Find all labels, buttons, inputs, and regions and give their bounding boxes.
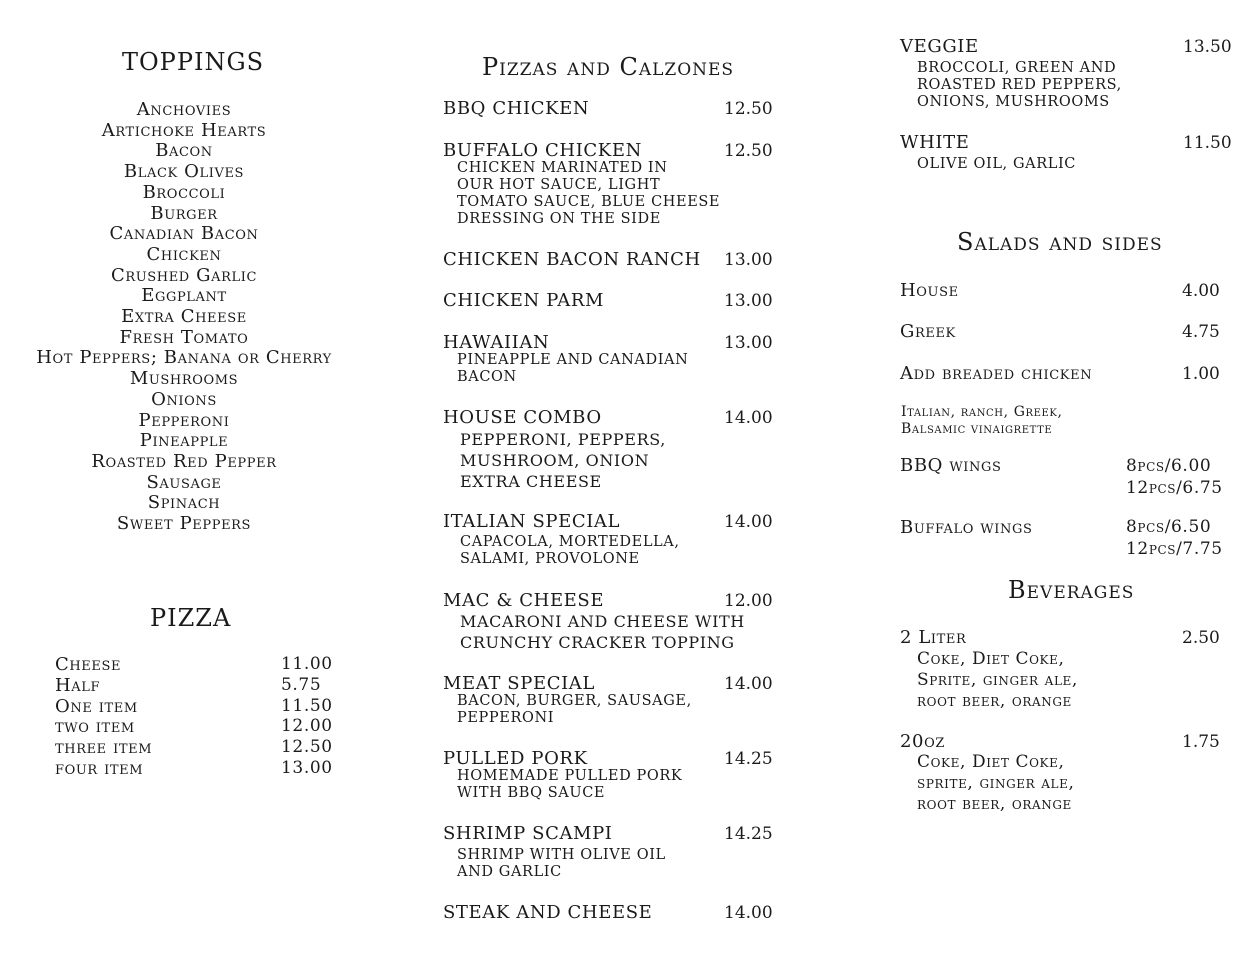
description-line: PINEAPPLE AND CANADIAN bbox=[457, 352, 689, 368]
menu-item-description bbox=[457, 160, 720, 228]
menu-item-name: BUFFALO CHICKEN bbox=[443, 140, 642, 161]
list-item: Black Olives bbox=[123, 161, 245, 183]
list-item: Extra Cheese bbox=[121, 306, 247, 328]
pizza-row bbox=[55, 654, 345, 675]
list-item: Chicken bbox=[146, 243, 222, 265]
description-line: sprite, ginger ale, bbox=[917, 773, 1075, 793]
list-item: Artichoke Hearts bbox=[101, 119, 267, 141]
list-item: Broccoli bbox=[142, 181, 226, 203]
toppings-list bbox=[28, 100, 340, 535]
description-line: BROCCOLI, GREEN AND bbox=[917, 60, 1117, 76]
wing-prices bbox=[1126, 455, 1223, 499]
description-line: MACARONI AND CHEESE WITH bbox=[460, 612, 745, 631]
calzones-heading: Pizzas and Calzones bbox=[482, 53, 735, 81]
menu-item-price: 1.75 bbox=[1182, 732, 1220, 752]
menu-item-price: 13.00 bbox=[724, 291, 773, 311]
description-line: MUSHROOM, ONION bbox=[460, 451, 650, 470]
wing-price: 8pcs/6.00 bbox=[1126, 456, 1212, 476]
description-line: SHRIMP WITH OLIVE OIL bbox=[457, 847, 666, 863]
wing-prices bbox=[1126, 516, 1223, 560]
menu-item-name: MAC & CHEESE bbox=[443, 590, 605, 611]
wing-price: 12pcs/7.75 bbox=[1126, 539, 1223, 559]
list-item: Pepperoni bbox=[138, 409, 230, 431]
description-line: ROASTED RED PEPPERS, bbox=[917, 77, 1122, 93]
menu-item-price: 14.00 bbox=[724, 903, 773, 923]
dressings-list bbox=[901, 404, 1063, 438]
menu-item-name: House bbox=[900, 280, 959, 301]
pizza-row-name: Cheese bbox=[55, 654, 122, 675]
pizza-row-name: two item bbox=[55, 716, 135, 737]
list-item: Anchovies bbox=[136, 99, 232, 120]
description-line: TOMATO SAUCE, BLUE CHEESE bbox=[457, 194, 721, 210]
menu-item-description bbox=[460, 429, 666, 492]
description-line: CAPACOLA, MORTEDELLA, bbox=[460, 534, 680, 550]
menu-item-name: VEGGIE bbox=[900, 36, 979, 57]
description-line: root beer, orange bbox=[917, 691, 1072, 711]
menu-item-name: HOUSE COMBO bbox=[443, 407, 602, 428]
pizza-row bbox=[55, 716, 345, 737]
menu-item-price: 14.00 bbox=[724, 408, 773, 428]
list-item: Fresh Tomato bbox=[119, 326, 249, 348]
list-item: Onions bbox=[151, 388, 217, 410]
menu-item-description bbox=[457, 352, 688, 386]
description-line: CRUNCHY CRACKER TOPPING bbox=[460, 633, 735, 652]
description-line: PEPPERONI, PEPPERS, bbox=[460, 430, 666, 449]
description-line: Sprite, ginger ale, bbox=[917, 670, 1078, 690]
menu-item-price: 12.50 bbox=[724, 99, 773, 119]
description-line: DRESSING ON THE SIDE bbox=[457, 211, 661, 227]
menu-item-name: 2 Liter bbox=[900, 627, 967, 648]
pizza-row-price: 12.00 bbox=[281, 716, 333, 736]
menu-item-name: BBQ wings bbox=[900, 455, 1002, 476]
menu-item-price: 13.00 bbox=[724, 333, 773, 353]
menu-item-price: 4.00 bbox=[1182, 281, 1220, 301]
list-item: Burger bbox=[150, 202, 218, 224]
menu-item-name: MEAT SPECIAL bbox=[443, 673, 595, 694]
menu-item-name: 20oz bbox=[900, 731, 945, 752]
menu-item-description bbox=[917, 649, 1078, 712]
description-line: OLIVE OIL, GARLIC bbox=[917, 156, 1076, 172]
pizza-row-price: 12.50 bbox=[281, 737, 333, 757]
menu-item-price: 14.00 bbox=[724, 512, 773, 532]
pizza-row bbox=[55, 696, 345, 717]
description-line: BACON bbox=[457, 369, 517, 385]
description-line: HOMEMADE PULLED PORK bbox=[457, 768, 683, 784]
description-line: AND GARLIC bbox=[457, 864, 562, 880]
list-item: Pineapple bbox=[139, 430, 229, 452]
description-line: root beer, orange bbox=[917, 794, 1072, 814]
list-item: Mushrooms bbox=[129, 368, 239, 390]
description-line: Balsamic vinaigrette bbox=[901, 421, 1053, 437]
description-line: ONIONS, MUSHROOMS bbox=[917, 94, 1110, 110]
pizza-row bbox=[55, 758, 345, 779]
description-line: PEPPERONI bbox=[457, 710, 555, 726]
menu-item-price: 12.50 bbox=[724, 141, 773, 161]
menu-item-price: 11.50 bbox=[1183, 133, 1232, 153]
menu-item-description bbox=[917, 60, 1122, 111]
menu-item-name: Buffalo wings bbox=[900, 517, 1033, 538]
menu-item-name: HAWAIIAN bbox=[443, 332, 550, 353]
toppings-heading: TOPPINGS bbox=[122, 48, 265, 76]
menu-item-price: 14.25 bbox=[724, 824, 773, 844]
list-item: Sausage bbox=[146, 471, 222, 493]
pizza-row-price: 5.75 bbox=[281, 675, 322, 695]
beverages-heading: Beverages bbox=[1008, 576, 1135, 604]
pizza-row-price: 11.50 bbox=[281, 696, 333, 716]
list-item: Spinach bbox=[147, 492, 221, 514]
menu-item-name: Greek bbox=[900, 321, 956, 342]
pizza-row bbox=[55, 675, 345, 696]
pizza-row-name: four item bbox=[55, 758, 144, 779]
list-item: Eggplant bbox=[141, 285, 227, 307]
menu-item-name: PULLED PORK bbox=[443, 748, 588, 769]
description-line: OUR HOT SAUCE, LIGHT bbox=[457, 177, 661, 193]
description-line: EXTRA CHEESE bbox=[460, 472, 602, 491]
description-line: SALAMI, PROVOLONE bbox=[460, 551, 640, 567]
list-item: Canadian Bacon bbox=[109, 223, 259, 245]
list-item: Sweet Peppers bbox=[116, 513, 252, 535]
menu-item-name: CHICKEN BACON RANCH bbox=[443, 249, 701, 270]
menu-item-description bbox=[457, 847, 666, 881]
menu-item-name: BBQ CHICKEN bbox=[443, 98, 590, 119]
menu-item-price: 13.50 bbox=[1183, 37, 1232, 57]
description-line: Italian, ranch, Greek, bbox=[901, 404, 1063, 420]
pizza-row-price: 13.00 bbox=[281, 758, 333, 778]
menu-item-name: WHITE bbox=[900, 132, 970, 153]
menu-item-description bbox=[917, 156, 1076, 173]
description-line: CHICKEN MARINATED IN bbox=[457, 160, 668, 176]
menu-item-price: 13.00 bbox=[724, 250, 773, 270]
menu-item-price: 14.00 bbox=[724, 674, 773, 694]
pizza-row-price: 11.00 bbox=[281, 654, 333, 674]
pizza-row-name: One item bbox=[55, 696, 138, 717]
description-line: Coke, Diet Coke, bbox=[917, 649, 1065, 669]
menu-item-description bbox=[457, 693, 692, 727]
pizza-row-name: Half bbox=[55, 675, 101, 696]
list-item: Bacon bbox=[155, 140, 213, 162]
salads-heading: Salads and sides bbox=[957, 228, 1163, 256]
wing-price: 8pcs/6.50 bbox=[1126, 517, 1212, 537]
list-item: Crushed Garlic bbox=[110, 264, 258, 286]
menu-item-name: Add breaded chicken bbox=[900, 363, 1093, 384]
menu-item-name: SHRIMP SCAMPI bbox=[443, 823, 613, 844]
pizza-row-name: three item bbox=[55, 737, 153, 758]
list-item: Roasted Red Pepper bbox=[91, 450, 277, 472]
description-line: WITH BBQ SAUCE bbox=[457, 785, 606, 801]
menu-item-price: 1.00 bbox=[1182, 364, 1220, 384]
menu-item-price: 12.00 bbox=[724, 591, 773, 611]
pizza-heading: PIZZA bbox=[150, 604, 232, 632]
menu-item-name: ITALIAN SPECIAL bbox=[443, 511, 621, 532]
pizza-row bbox=[55, 737, 345, 758]
menu-item-price: 4.75 bbox=[1182, 322, 1220, 342]
menu-item-price: 14.25 bbox=[724, 749, 773, 769]
menu-item-name: CHICKEN PARM bbox=[443, 290, 605, 311]
menu-item-description bbox=[460, 611, 745, 653]
menu-item-description bbox=[917, 752, 1074, 815]
menu-item-description bbox=[460, 534, 680, 568]
menu-item-description bbox=[457, 768, 682, 802]
menu-item-price: 2.50 bbox=[1182, 628, 1220, 648]
wing-price: 12pcs/6.75 bbox=[1126, 478, 1223, 498]
menu-item-name: STEAK AND CHEESE bbox=[443, 902, 653, 923]
description-line: BACON, BURGER, SAUSAGE, bbox=[457, 693, 692, 709]
list-item: Hot Peppers; Banana or Cherry bbox=[36, 347, 332, 369]
description-line: Coke, Diet Coke, bbox=[917, 752, 1065, 772]
